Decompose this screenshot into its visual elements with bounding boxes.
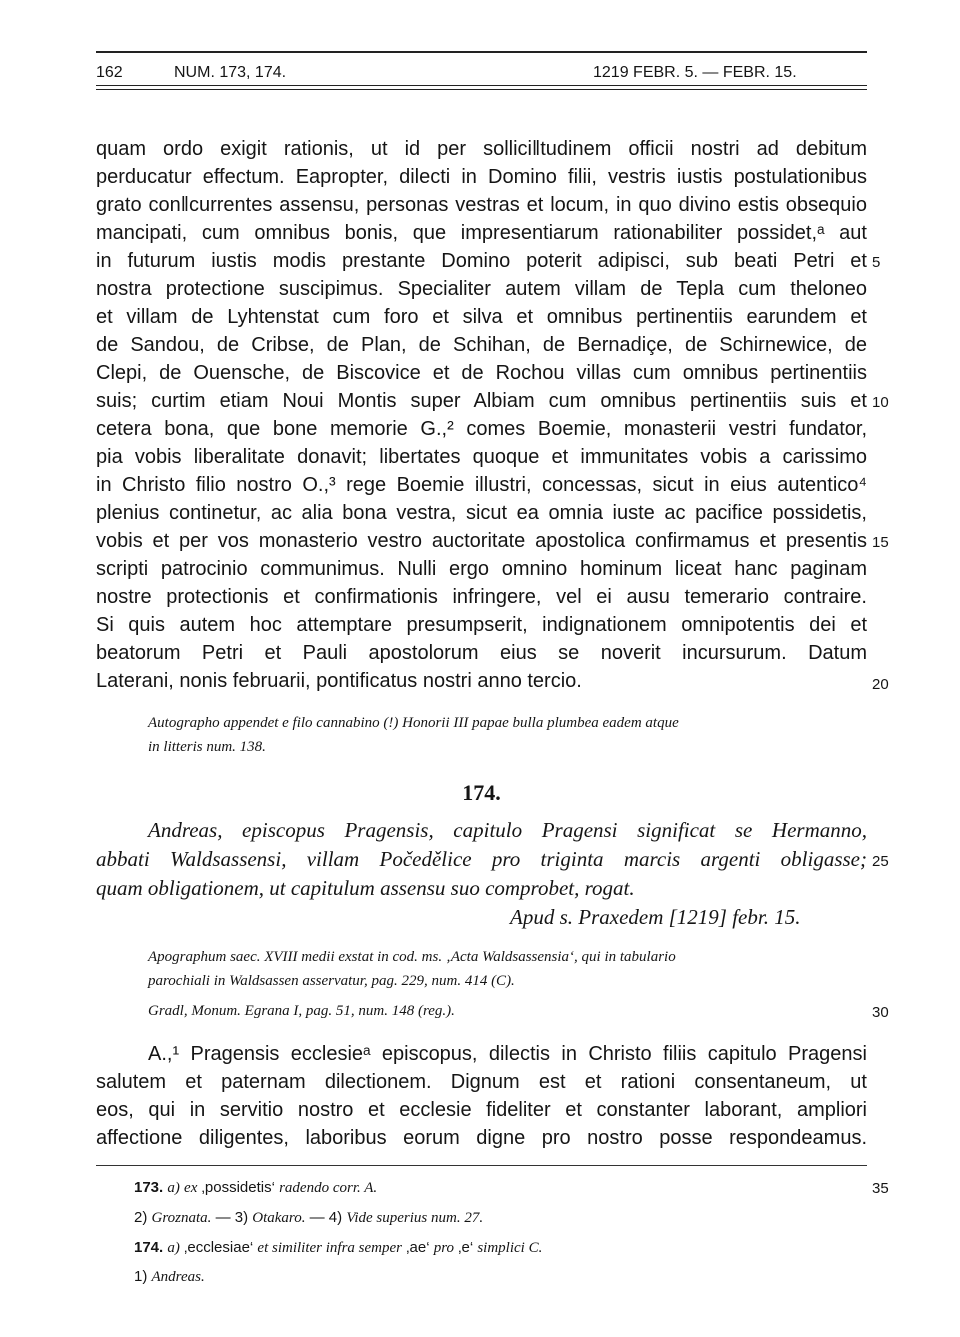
source-note-line: Autographo appendet e filo cannabino (!) Honorii III papae bulla plumbea eadem atque (148, 715, 679, 731)
footnote-text: et similiter infra semper (257, 1240, 402, 1256)
footnote (134, 1209, 483, 1227)
edition-note: Gradl, Monum. Egrana I, pag. 51, num. 148 (reg.). (148, 1003, 455, 1019)
text-line: et villam de Lyhtenstat cum foro et silva et omnibus pertinentiis earundem et (96, 306, 867, 328)
source-note-line: Apographum saec. XVIII medii exstat in cod. ms. ‚Acta Waldsassensia‘, qui in tabulario (148, 949, 676, 965)
doc-174-number: 174. (462, 780, 501, 805)
text-line: Laterani, nonis februarii, pontificatus nostri anno tercio. (96, 670, 582, 692)
text-line: grato con‖currentes assensu, personas vestras et locum, in quo divino estis obsequio (96, 194, 867, 216)
text-line: mancipati, cum omnibus bonis, que impresentiarum rationabiliter possidet,ᵃ aut (96, 222, 867, 244)
header-rule (96, 85, 867, 86)
text-line: Clepi, de Ouensche, de Biscovice et de Rochou villas cum omnibus pertinentiis (96, 362, 867, 384)
footnote-number: 1) (134, 1268, 148, 1285)
footnote-text: Otakaro. (252, 1210, 306, 1226)
text-line: plenius continetur, ac alia bona vestra, sicut ea omnia iuste ac pacifice possidetis, (96, 502, 867, 524)
text-line: salutem et paternam dilectionem. Dignum est et rationi consentaneum, ut (96, 1071, 867, 1093)
text-line: nostra protectione suscipimus. Specialiter autem villam de Tepla cum theloneo (96, 278, 867, 300)
footnote-quote: ‚ecclesiae‘ (184, 1239, 254, 1256)
regest-line: abbati Waldsassensi, villam Počedělice pro triginta marcis argenti obligasse; (96, 847, 867, 871)
footnote-text: Groznata. (151, 1210, 212, 1226)
footnote (134, 1239, 542, 1257)
text-line: suis; curtim etiam Noui Montis super Albiam cum omnibus pertinentiis suis et (96, 390, 867, 412)
footnote-quote: ‚possidetis‘ (201, 1179, 275, 1196)
footnote-mark: a) (167, 1180, 180, 1196)
text-line: de Sandou, de Cribse, de Plan, de Schihan, de Bernadiçe, de Schirnewice, de (96, 334, 867, 356)
text-line: cetera bona, que bone memorie G.,² comes Boemie, monasterii vestri fundator, (96, 418, 867, 440)
text-line: affectione diligentes, laboribus eorum digne pro nostro posse respondeamus. (96, 1127, 867, 1149)
footnote-doc-number: 174. (134, 1239, 164, 1256)
footnote-number: 2) (134, 1209, 148, 1226)
header-top-rule (96, 51, 867, 53)
source-note-line: in litteris num. 138. (148, 739, 266, 755)
footnote-text: Vide superius num. 27. (346, 1210, 484, 1226)
header-doc-numbers: NUM. 173, 174. (174, 64, 287, 81)
line-number: 20 (872, 676, 889, 693)
source-note-line: parochiali in Waldsassen asservatur, pag. 229, num. 414 (C). (148, 973, 515, 989)
footnote-rule (96, 1165, 867, 1166)
footnote-quote: ‚ae‘ (406, 1239, 430, 1256)
footnote-doc-number: 173. (134, 1179, 164, 1196)
text-line: A.,¹ Pragensis ecclesieᵃ episcopus, dilectis in Christo filiis capitulo Pragensi (148, 1043, 867, 1065)
text-line: pia vobis liberalitate donavit; libertates quoque et immunitates vobis a carissimo (96, 446, 867, 468)
line-number: 15 (872, 534, 889, 551)
text-line: vobis et per vos monasterio vestro auctoritate apostolica confirmamus et presentis (96, 530, 867, 552)
footnote (134, 1179, 377, 1197)
text-line: perducatur effectum. Eapropter, dilecti in Domino filii, vestris iustis postulationibus (96, 166, 867, 188)
text-line: in futurum iustis modis prestante Domino poterit adipisci, sub beati Petri et (96, 250, 867, 272)
line-number: 5 (872, 254, 881, 271)
line-number: 25 (872, 853, 889, 870)
text-line: eos, qui in servitio nostro et ecclesie fideliter et constanter laborant, ampliori (96, 1099, 867, 1121)
footnote-mark: a) (167, 1240, 180, 1256)
regest-line: quam obligationem, ut capitulum assensu suo comprobet, rogat. (96, 876, 635, 900)
footnote-text: simplici C. (477, 1240, 543, 1256)
line-number: 10 (872, 394, 889, 411)
text-line: Si quis autem hoc attemptare presumpserit, indignationem omnipotentis dei et (96, 614, 867, 636)
footnote-text: ex (184, 1180, 198, 1196)
footnote-text: radendo corr. A. (279, 1180, 378, 1196)
footnote (134, 1268, 205, 1286)
text-line: scripti patrocinio communimus. Nulli ergo omnino hominum liceat hanc paginam (96, 558, 867, 580)
header-date-range: 1219 FEBR. 5. — FEBR. 15. (593, 64, 797, 81)
page-number: 162 (96, 64, 123, 81)
text-line: in Christo filio nostro O.,³ rege Boemie illustri, concessas, sicut in eius autentico⁴ (96, 474, 867, 496)
regest-line: Andreas, episcopus Pragensis, capitulo Pragensi significat se Hermanno, (148, 818, 867, 842)
footnote-number: — 4) (309, 1209, 343, 1226)
line-number: 35 (872, 1180, 889, 1197)
place-date: Apud s. Praxedem [1219] febr. 15. (510, 905, 801, 929)
line-number: 30 (872, 1004, 889, 1021)
text-line: quam ordo exigit rationis, ut id per sollici‖tudinem officii nostri ad debitum (96, 138, 867, 160)
footnote-quote: ‚e‘ (458, 1239, 474, 1256)
footnote-text: Andreas. (151, 1269, 205, 1285)
text-line: beatorum Petri et Pauli apostolorum eius se noverit incursurum. Datum (96, 642, 867, 664)
header-rule (96, 89, 867, 90)
running-header (96, 60, 867, 84)
footnote-text: pro (433, 1240, 454, 1256)
footnote-number: — 3) (215, 1209, 249, 1226)
text-line: nostre protectionis et confirmationis infringere, vel ei ausu temerario contraire. (96, 586, 867, 608)
